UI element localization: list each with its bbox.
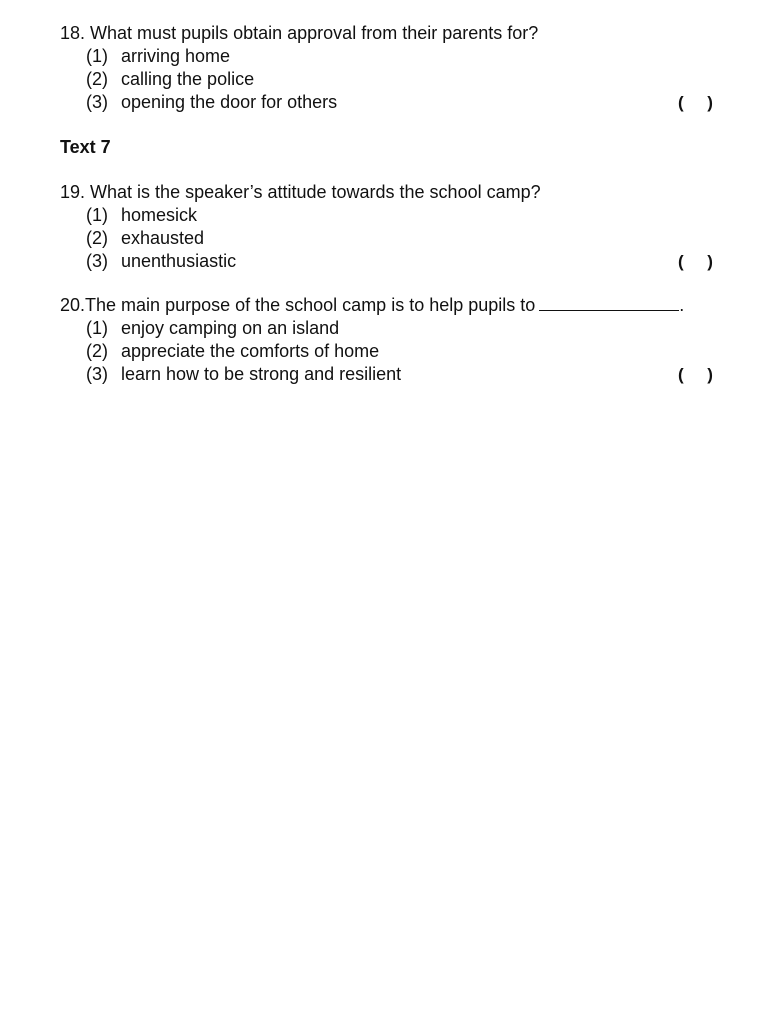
question-text: What must pupils obtain approval from their parents for?	[90, 23, 539, 43]
option-3	[60, 250, 740, 273]
option-text: calling the police	[121, 69, 255, 89]
question-text: What is the speaker’s attitude towards the school camp?	[90, 182, 541, 202]
question-19	[60, 181, 740, 273]
question-text: The main purpose of the school camp is to help pupils to	[85, 295, 536, 315]
option-number: (2)	[86, 69, 108, 89]
option-2	[60, 68, 740, 91]
option-text: appreciate the comforts of home	[121, 341, 380, 361]
option-text: learn how to be strong and resilient	[121, 364, 402, 384]
option-number: (3)	[86, 251, 108, 271]
option-text: enjoy camping on an island	[121, 318, 340, 338]
option-3	[60, 363, 740, 386]
option-text: arriving home	[121, 46, 231, 66]
answer-bracket[interactable]: ( )	[678, 252, 713, 271]
option-number: (2)	[86, 341, 108, 361]
option-1	[60, 45, 740, 68]
question-stem	[60, 294, 740, 317]
question-18	[60, 22, 740, 114]
option-number: (1)	[86, 318, 108, 338]
question-20	[60, 294, 740, 386]
question-number: 19.	[60, 182, 86, 202]
question-number: 20.	[60, 295, 86, 315]
option-3	[60, 91, 740, 114]
option-number: (3)	[86, 364, 108, 384]
question-stem	[60, 22, 740, 45]
answer-bracket[interactable]: ( )	[678, 93, 713, 112]
section-heading: Text 7	[60, 137, 111, 157]
option-2	[60, 227, 740, 250]
option-number: (3)	[86, 92, 108, 112]
question-end: .	[679, 295, 685, 315]
option-text: homesick	[121, 205, 198, 225]
question-stem	[60, 181, 740, 204]
option-text: exhausted	[121, 228, 205, 248]
option-2	[60, 340, 740, 363]
option-1	[60, 317, 740, 340]
option-number: (1)	[86, 205, 108, 225]
option-text: unenthusiastic	[121, 251, 237, 271]
option-list	[60, 45, 740, 114]
option-list	[60, 317, 740, 386]
option-list	[60, 204, 740, 273]
option-1	[60, 204, 740, 227]
answer-bracket[interactable]: ( )	[678, 365, 713, 384]
option-text: opening the door for others	[121, 92, 338, 112]
option-number: (2)	[86, 228, 108, 248]
answer-blank[interactable]	[539, 309, 679, 311]
option-number: (1)	[86, 46, 108, 66]
question-number: 18.	[60, 23, 86, 43]
